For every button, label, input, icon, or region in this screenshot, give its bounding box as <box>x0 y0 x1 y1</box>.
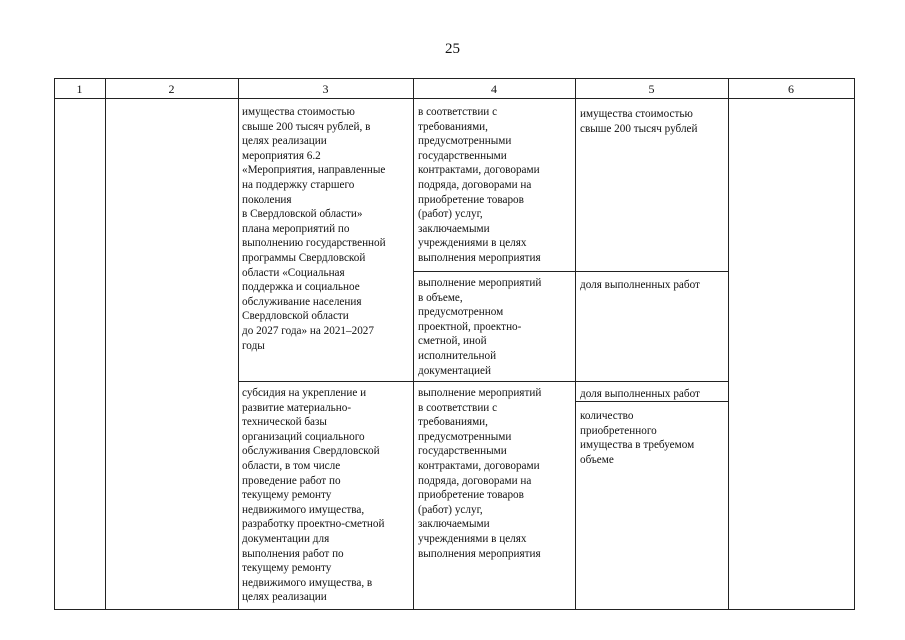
table-bottom-border <box>54 609 855 610</box>
group1-col5-text-b: доля выполненных работ <box>580 279 700 291</box>
column-header-3: 3 <box>322 82 329 96</box>
col-border-3 <box>413 78 414 610</box>
group1-col3-text: имущества стоимостью свыше 200 тысяч рублей, в целях реализации мероприятия 6.2 «Мероприятия, направленные на поддержку старшего поколения в Свердловской области» плана мероприятий по выполнению государственной программы Свердловской области «Социальная поддержка и социальное обслуживание населения Свердловской области до 2027 года» на 2021–2027 годы <box>242 106 386 352</box>
group-divider <box>238 381 728 382</box>
column-header-4: 4 <box>491 82 497 96</box>
row-divider-col4 <box>413 271 575 272</box>
col-border-0 <box>54 78 55 610</box>
group1-col5-text-a: имущества стоимостью свыше 200 тысяч рублей <box>580 108 698 135</box>
column-header-2: 2 <box>168 82 175 96</box>
header-bottom-border <box>54 98 855 99</box>
page-number: 25 <box>445 41 460 57</box>
group1-col4-text-b: выполнение мероприятий в объеме, предусмотренном проектной, проектно- сметной, иной исполнительной документацией <box>418 277 542 377</box>
group2-col4-text: выполнение мероприятий в соответствии с требованиями, предусмотренными государственными контрактами, договорами подряда, договорами на приобретение товаров (работ) услуг, заключаемыми учреждениями в целях выполнения мероприятия <box>418 387 542 560</box>
col-border-1 <box>105 78 106 610</box>
column-header-1: 1 <box>76 82 83 96</box>
group2-col5-text-b: количество приобретенного имущества в требуемом объеме <box>580 410 695 466</box>
row-divider-col5 <box>575 271 728 272</box>
table-top-border <box>54 78 855 79</box>
group1-col4-text-a: в соответствии с требованиями, предусмотренными государственными контрактами, договорами подряда, договорами на приобретение товаров (работ) услуг, заключаемыми учреждениями в целях выполнения мероприятия <box>418 106 541 264</box>
column-header-6: 6 <box>788 82 794 96</box>
group2-col5-text-a: доля выполненных работ <box>580 388 700 400</box>
col-border-2 <box>238 78 239 610</box>
col-border-6 <box>854 78 855 610</box>
col-border-4 <box>575 78 576 610</box>
group2-col3-text: субсидия на укрепление и развитие материально- технической базы организаций социального обслуживания Свердловской области, в том числе проведение работ по текущему ремонту недвижимого имущества, разработку проектно-сметной документации для выполнения работ по текущему ремонту недвижимого имущества, в целях реализации <box>242 387 385 604</box>
column-header-5: 5 <box>648 82 655 96</box>
col-border-5 <box>728 78 729 610</box>
